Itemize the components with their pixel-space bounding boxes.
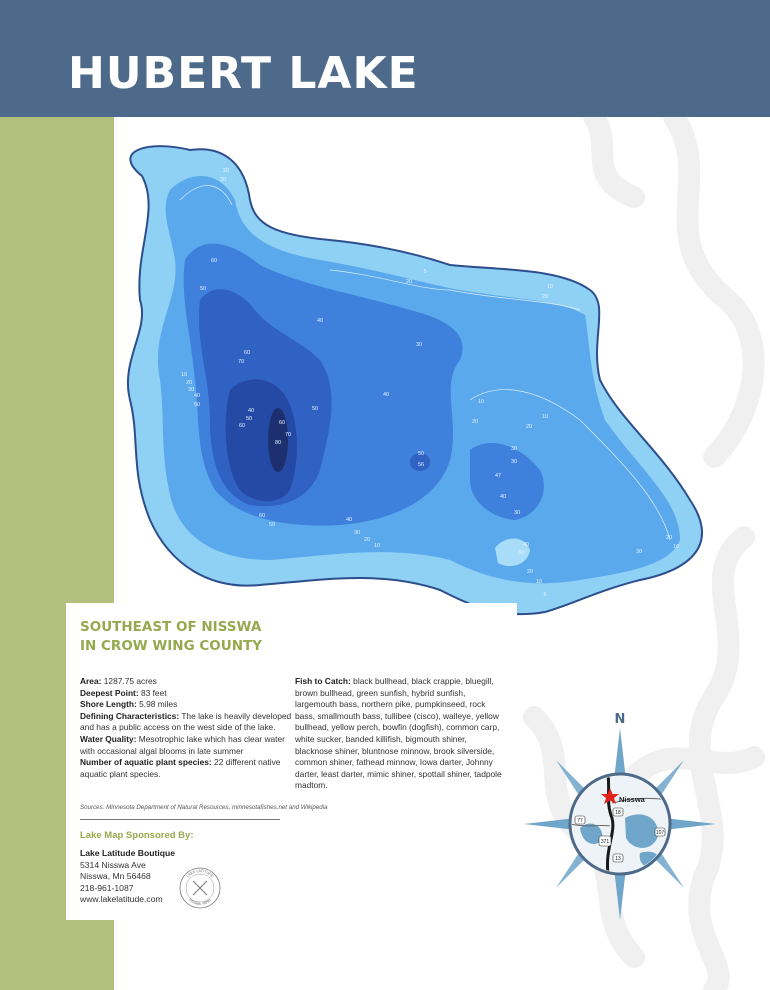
town-label: Nisswa	[619, 795, 645, 804]
fact-defining-characteristics: Defining Characteristics: The lake is heavily developed and has a public access on the west side of the lake.	[80, 710, 292, 733]
sponsor-name: Lake Latitude Boutique	[80, 848, 176, 858]
svg-text:18: 18	[615, 810, 621, 816]
depth-label: 10	[541, 414, 549, 420]
depth-label: 60	[238, 423, 246, 429]
depth-label: 40	[499, 494, 507, 500]
depth-label: 80	[274, 440, 282, 446]
depth-label: 40	[193, 393, 201, 399]
depth-label: 60	[210, 258, 218, 264]
page-title: HUBERT LAKE	[68, 48, 419, 99]
depth-label: 20	[525, 424, 533, 430]
depth-label: 30	[517, 550, 525, 556]
depth-label: 50	[311, 406, 319, 412]
depth-label: 5	[543, 592, 547, 598]
depth-label: 10	[477, 399, 485, 405]
depth-label: 50	[199, 286, 207, 292]
depth-label: 60	[243, 350, 251, 356]
depth-label: 20	[665, 535, 673, 541]
depth-label: 47	[494, 473, 502, 479]
depth-label: 60	[258, 513, 266, 519]
svg-text:77: 77	[577, 818, 583, 824]
sponsor-address-line1: 5314 Nisswa Ave	[80, 859, 146, 870]
sponsor-phone: 218-961-1087	[80, 882, 134, 893]
depth-label: 30	[187, 387, 195, 393]
depth-label: 20	[405, 279, 413, 285]
depth-label: 40	[316, 318, 324, 324]
depth-label: 30	[415, 342, 423, 348]
lake-contours	[128, 146, 702, 660]
depth-label: 56	[417, 462, 425, 468]
depth-label: 5	[231, 156, 235, 162]
depth-label: 20	[363, 537, 371, 543]
compass-locator-map	[520, 708, 720, 923]
fact-water-quality: Water Quality: Mesotrophic lake which has clear water with occasional algal blooms in late summer	[80, 733, 285, 756]
sponsor-heading: Lake Map Sponsored By:	[80, 830, 194, 841]
depth-label: 20	[185, 380, 193, 386]
depth-label: 40	[345, 517, 353, 523]
sponsor-address-line2: Nisswa, Mn 56468	[80, 871, 151, 882]
depth-label: 20	[222, 168, 230, 174]
depth-label: 70	[284, 432, 292, 438]
info-card	[66, 603, 517, 920]
location-subtitle: SOUTHEAST OF NISSWA IN CROW WING COUNTY	[80, 619, 263, 654]
depth-label: 30	[635, 549, 643, 555]
depth-label: 10	[180, 372, 188, 378]
depth-label: 20	[471, 419, 479, 425]
svg-text:371: 371	[600, 839, 610, 845]
svg-text:13: 13	[615, 856, 621, 862]
depth-label: 10	[535, 579, 543, 585]
depth-label: 30	[219, 177, 227, 183]
depth-label: 30	[353, 530, 361, 536]
sources-note: Sources: Minnesota Department of Natural Resources, minnesotafishes.net and Wikipedia	[80, 804, 328, 811]
depth-label: 10	[373, 543, 381, 549]
lake-facts	[80, 676, 292, 780]
sponsor-website[interactable]: www.lakelatitude.com	[80, 894, 163, 905]
depth-label: 20	[526, 569, 534, 575]
divider	[80, 819, 280, 820]
sponsor-info	[80, 848, 175, 906]
depth-label: 20	[541, 294, 549, 300]
depth-label: 40	[247, 408, 255, 414]
north-label: N	[614, 712, 626, 727]
sponsor-logo-stamp	[178, 866, 222, 910]
fish-to-catch: Fish to Catch: black bullhead, black crappie, bluegill, brown bullhead, green sunfish, hybrid sunfish, largemouth bass, northern pike, pumpkinseed, rock bass, smallmouth bass, tullibee (cisco), walleye, yellow bullhead, yellow perch, bowfin (dogfish), common carp, white sucker, banded killifish, bigmouth shiner, blacknose shiner, bluntnose minnow, brook silverside, common shiner, fathead minnow, Iowa darter, Johnny darter, least darter, mimic shiner, spottail shiner, tadpole madtom.	[295, 676, 502, 791]
depth-label: 60	[278, 420, 286, 426]
depth-label: 50	[417, 451, 425, 457]
header-banner	[0, 0, 770, 117]
depth-label: 50	[245, 416, 253, 422]
depth-label: 40	[382, 392, 390, 398]
depth-label: 50	[268, 522, 276, 528]
depth-label: 30	[510, 446, 518, 452]
fact-shore-length: Shore Length: 5.98 miles	[80, 699, 178, 710]
depth-label: 5	[423, 269, 427, 275]
depth-label: 30	[510, 459, 518, 465]
fact-plant-species: Number of aquatic plant species: 22 different native aquatic plant species.	[80, 757, 281, 779]
depth-label: 10	[546, 284, 554, 290]
svg-text:107: 107	[655, 830, 665, 836]
svg-text:LAKE LATITUDE: LAKE LATITUDE	[185, 868, 215, 879]
depth-label: 70	[237, 359, 245, 365]
svg-text:NISSWA, MINN.: NISSWA, MINN.	[187, 897, 213, 907]
fact-area: Area: 1287.75 acres	[80, 676, 157, 686]
depth-label: 10	[672, 544, 680, 550]
depth-label: 30	[513, 510, 521, 516]
depth-label: 50	[193, 402, 201, 408]
depth-label: 40	[522, 542, 530, 548]
fact-deepest-point: Deepest Point: 83 feet	[80, 687, 167, 698]
